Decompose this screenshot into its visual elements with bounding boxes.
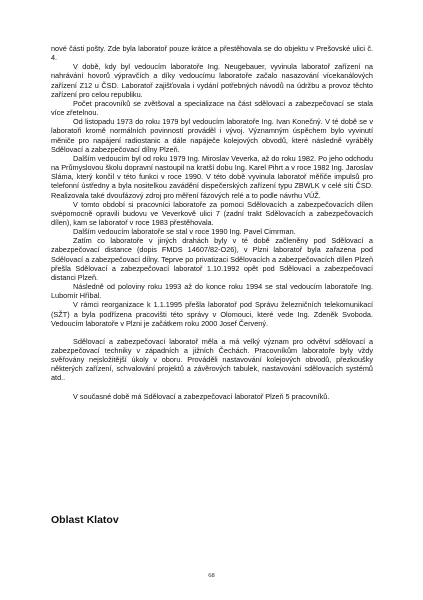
page-number: 68 — [208, 572, 215, 579]
paragraph: Sdělovací a zabezpečovací laboratoř měla a má velký význam pro odvětví sdělovací a zabezpečovací techniky v západních a jižních Čechách. Pracovníkům laboratoře byly vždy svěřovány nejsložitější úkoly v oboru. Prováděli nastavování kolejových obvodů, přezkoušky některých zařízení, schvalování projektů a závěrových tabulek, nastavování sdělovacích systémů atd.. — [51, 336, 373, 383]
paragraph: Následně od poloviny roku 1993 až do konce roku 1994 se stal vedoucím laboratoře Ing. Lubomír Hříbal. — [51, 282, 373, 301]
paragraph: Od listopadu 1973 do roku 1979 byl vedoucím laboratoře Ing. Ivan Konečný. V té době se v laboratoři kromě normálních povinností prováděl i vývoj. Významným úspěchem bylo vyvinutí měniče pro napájení radiostanic a dále napáječe kolejových obvodů, které následně vyráběly Sdělovací a zabezpečovací dílny Plzeň. — [51, 117, 373, 154]
paragraph: Dalším vedoucím laboratoře se stal v roce 1990 Ing. Pavel Cimrman. — [73, 227, 296, 237]
paragraph: nové části pošty. Zde byla laboratoř pouze krátce a přestěhovala se do objektu v Prešovské ulici č. 4. — [51, 44, 373, 63]
body-text — [51, 44, 373, 401]
paragraph: Zatím co laboratoře v jiných drahách byly v té době začleněny pod Sdělovací a zabezpečovací distance (dopis FMDS 14607/82-O26), v Plzni laboratoř byla zařazena pod Sdělovací a zabezpečovací dílny. Teprve po privatizaci Sdělovacích a zabezpečovacích dílen Plzeň přešla Sdělovací a zabezpečovací laboratoř 1.10.1992 opět pod Sdělovací a zabezpečovací distanci Plzeň. — [51, 236, 373, 282]
section-heading: Oblast Klatov — [51, 514, 119, 526]
paragraph: V době, kdy byl vedoucím laboratoře Ing. Neugebauer, vyvinula laboratoř zařízení na nahrávání hovorů výpravčích a díky vedoucímu laboratoře začalo nasazování vícekanálových zařízení Z12 u ČSD. Laboratoř zajišťovala i vydání potřebných návodů na údržbu a provoz těchto zařízení pro celou republiku. — [51, 62, 373, 99]
paragraph: Počet pracovníků se zvětšoval a specializace na část sdělovací a zabezpečovací se stala více zřetelnou. — [51, 98, 373, 118]
paragraph: Dalším vedoucím byl od roku 1979 Ing. Miroslav Veverka, až do roku 1982. Po jeho odchodu na Průmyslovou školu dopravní nastoupil na kratší dobu Ing. Karel Pihrt a v roce 1982 Ing. Jaroslav Sláma, který končil v této funkci v roce 1990. V této době vyvinula laboratoř měřiče impulsů pro telefonní ústředny a byla nositelkou zavádění dispečerských zařízení typu ZBWLK v celé síti ČSD. Realizovala také dvoufázový zdroj pro měření fázových relé a to podle návrhu VÚŽ. — [51, 153, 373, 200]
paragraph: V rámci reorganizace k 1.1.1995 přešla laboratoř pod Správu železničních telekomunikací (SŽT) a byla podřízena pracovišti této správy v Olomouci, které vede Ing. Zdeněk Svoboda. Vedoucím laboratoře v Plzni je začátkem roku 2000 Josef Červený. — [51, 300, 373, 328]
paragraph: V tomto období si pracovníci laboratoře za pomoci Sdělovacích a zabezpečovacích dílen svépomocně opravili budovu ve Veverkově ulici 7 (zadní trakt Sdělovacích a zabezpečovacích dílen), kam se laboratoř v roce 1983 přestěhovala. — [51, 199, 373, 227]
paragraph: V současné době má Sdělovací a zabezpečovací laboratoř Plzeň 5 pracovníků. — [73, 391, 330, 401]
